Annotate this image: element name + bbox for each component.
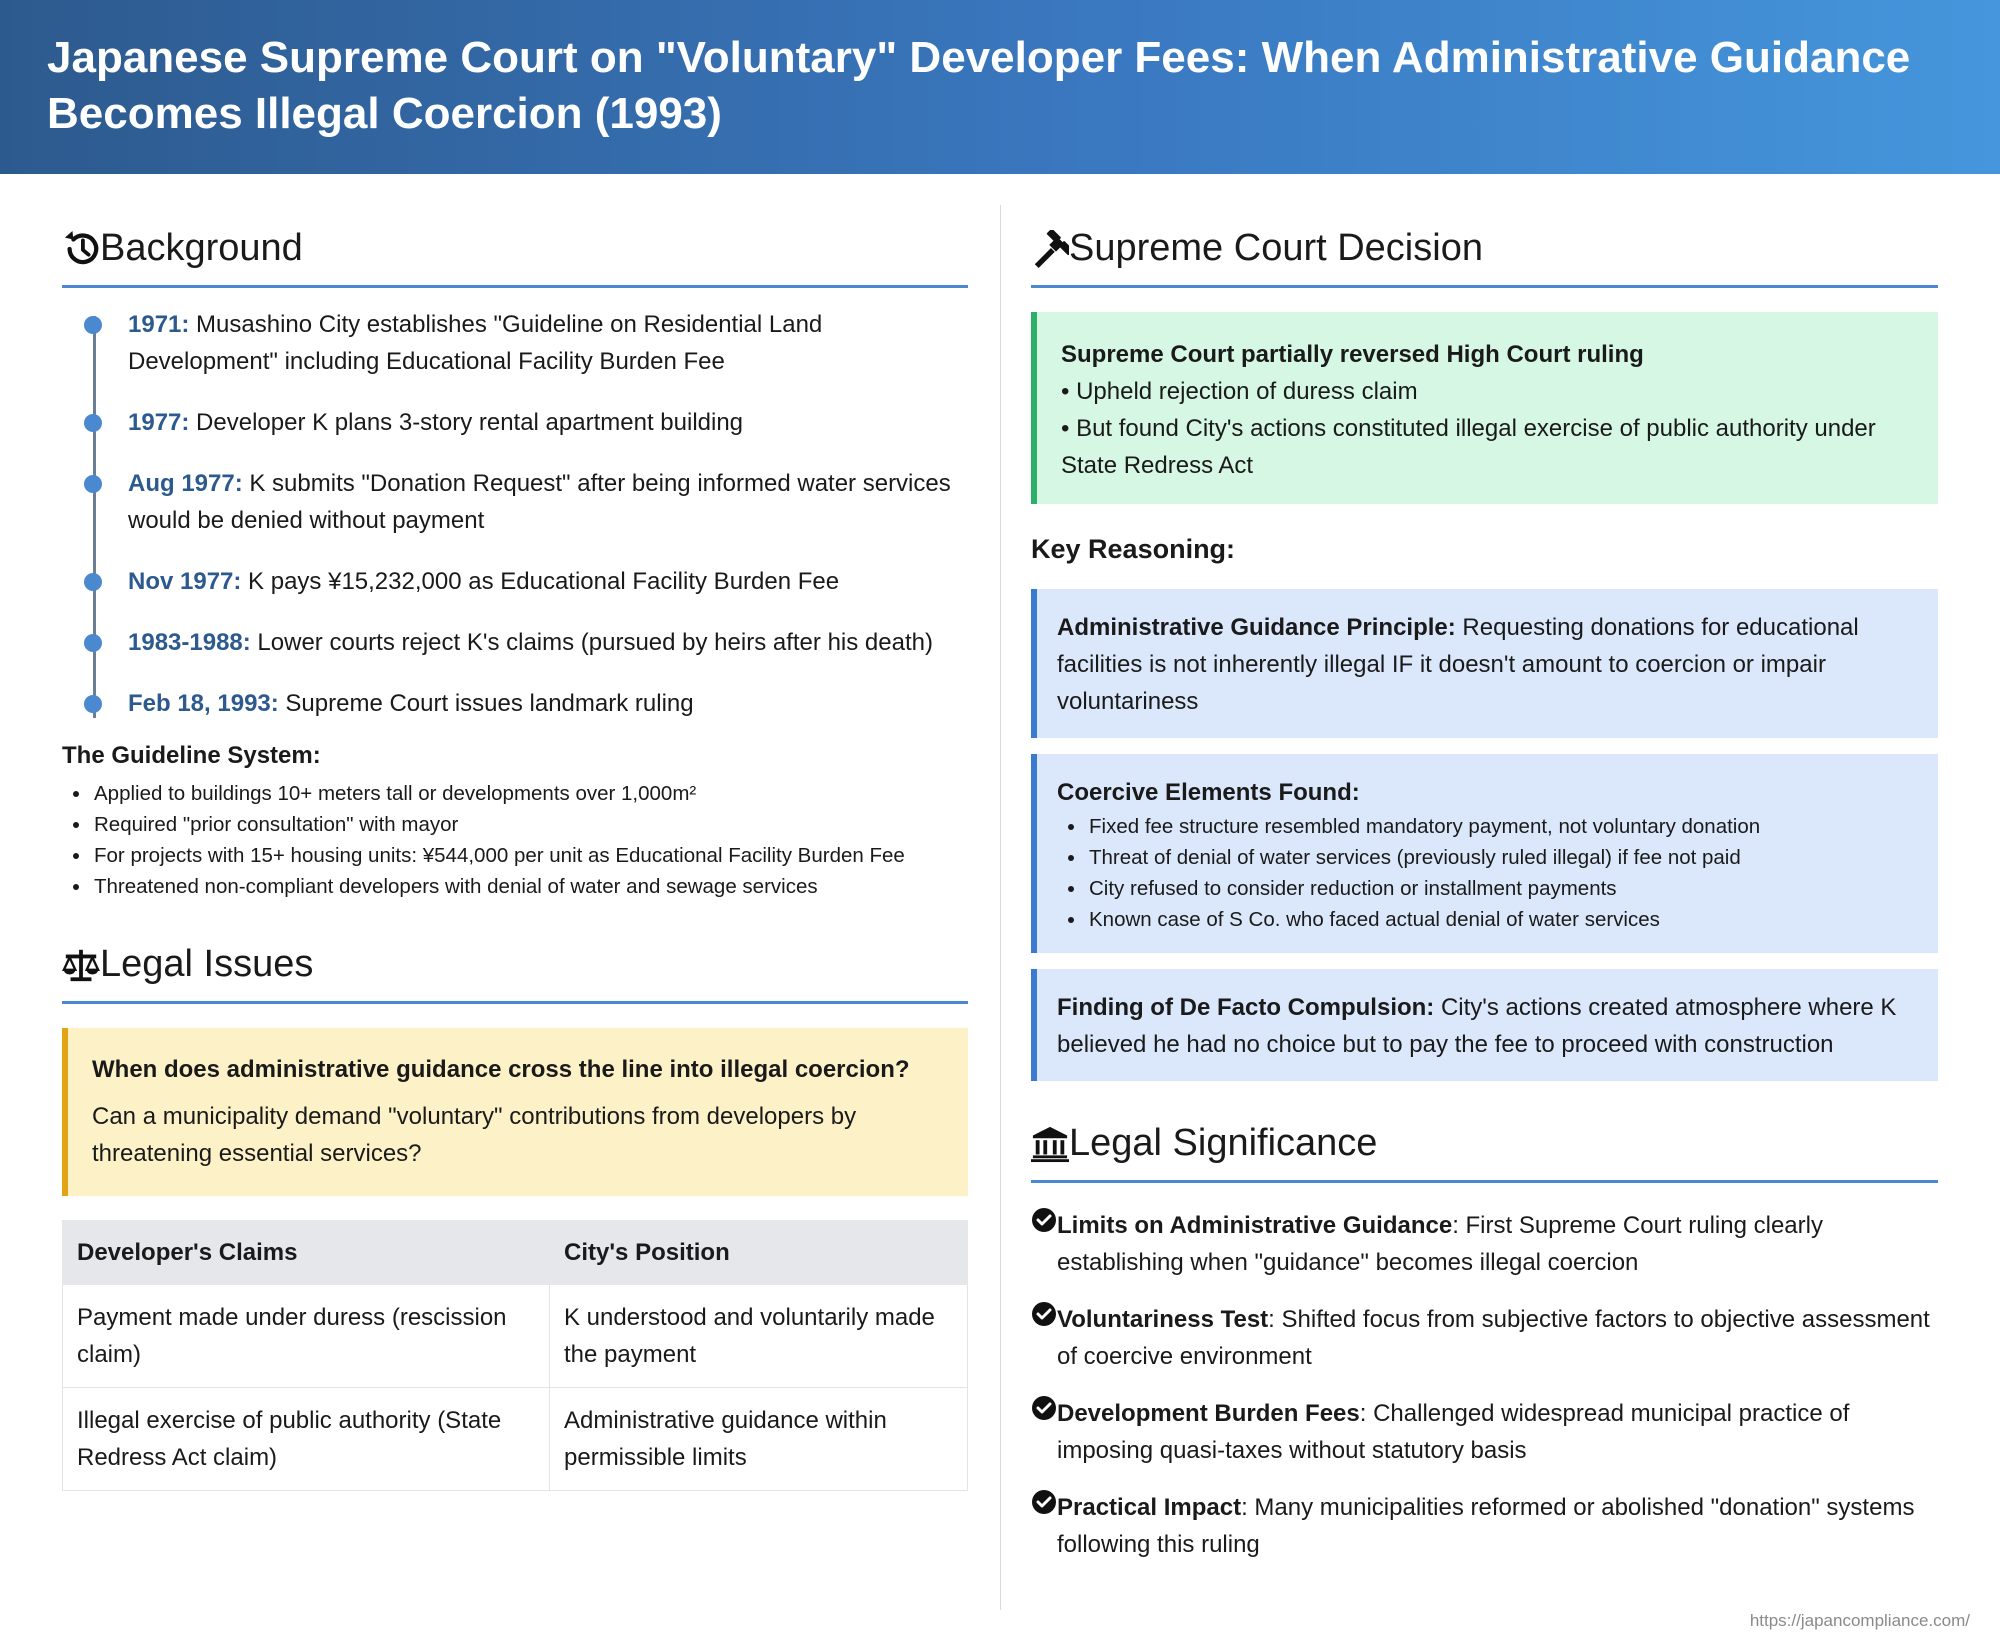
question-detail: Can a municipality demand "voluntary" contributions from developers by threatening essential services? (92, 1103, 857, 1167)
timeline-dot (84, 695, 102, 713)
timeline-item (128, 404, 968, 441)
timeline-date: 1971: (128, 311, 190, 338)
timeline-text: Lower courts reject K's claims (pursued by heirs after his death) (250, 629, 933, 656)
significance-list (1031, 1207, 1938, 1563)
table-cell: Illegal exercise of public authority (State Redress Act claim) (63, 1388, 550, 1491)
check-circle-icon (1031, 1489, 1057, 1515)
legal-issues-title: Legal Issues (100, 943, 314, 985)
timeline-dot (84, 475, 102, 493)
significance-label: Development Burden Fees (1057, 1400, 1360, 1427)
guideline-heading: The Guideline System: (62, 742, 321, 769)
decision-summary (1031, 312, 1938, 504)
timeline-item (128, 306, 968, 380)
timeline-text: Developer K plans 3-story rental apartment building (189, 409, 744, 436)
decision-section-title (1031, 220, 1938, 288)
significance-item (1031, 1395, 1938, 1469)
courthouse-icon (1031, 1125, 1069, 1163)
reasoning-principle (1031, 589, 1938, 738)
timeline-item (128, 624, 968, 661)
significance-text: : Many municipalities reformed or abolished "donation" systems following this ruling (1057, 1494, 1915, 1558)
left-column (62, 220, 968, 1491)
reasoning-compulsion (1031, 969, 1938, 1081)
table-header: City's Position (550, 1221, 968, 1285)
table-row (63, 1388, 968, 1491)
table-row (63, 1285, 968, 1388)
list-item: Threat of denial of water services (previously ruled illegal) if fee not paid (1057, 842, 1918, 873)
timeline-dot (84, 316, 102, 334)
footer-url[interactable]: https://japancompliance.com/ (1749, 1611, 1970, 1630)
timeline-text: Supreme Court issues landmark ruling (278, 690, 694, 717)
significance-text: : Challenged widespread municipal practice of imposing quasi-taxes without statutory basis (1057, 1400, 1850, 1464)
list-item: Known case of S Co. who faced actual denial of water services (1057, 904, 1918, 935)
significance-item (1031, 1207, 1938, 1281)
legal-issues-section-title (62, 936, 968, 1004)
timeline-dot (84, 634, 102, 652)
check-circle-icon (1031, 1207, 1057, 1233)
significance-item (1031, 1301, 1938, 1375)
column-divider (1000, 205, 1001, 1610)
page-title: Japanese Supreme Court on "Voluntary" Developer Fees: When Administrative Guidance Becomes Illegal Coercion (1993) (47, 33, 1911, 138)
page-header (0, 0, 2000, 174)
timeline-line (93, 316, 96, 718)
principle-text: Requesting donations for educational facilities is not inherently illegal IF it doesn't amount to coercion or impair voluntariness (1057, 614, 1859, 715)
right-column (1031, 220, 1938, 1583)
decision-summary-title: Supreme Court partially reversed High Court ruling (1061, 341, 1644, 368)
list-item: Required "prior consultation" with mayor (62, 809, 968, 840)
coercive-heading: Coercive Elements Found: (1057, 779, 1360, 806)
timeline-text: K submits "Donation Request" after being informed water services would be denied without payment (128, 470, 951, 534)
table-header-row (63, 1221, 968, 1285)
timeline-date: Feb 18, 1993: (128, 690, 279, 717)
list-item: City refused to consider reduction or installment payments (1057, 873, 1918, 904)
question-callout (62, 1028, 968, 1196)
timeline-text: K pays ¥15,232,000 as Educational Facility Burden Fee (241, 568, 840, 595)
principle-label: Administrative Guidance Principle: (1057, 614, 1456, 641)
significance-label: Practical Impact (1057, 1494, 1242, 1521)
significance-label: Limits on Administrative Guidance (1057, 1212, 1453, 1239)
timeline-item (128, 685, 968, 722)
timeline-date: 1983-1988: (128, 629, 251, 656)
history-icon (62, 230, 100, 268)
scales-icon (62, 946, 100, 984)
timeline-item (128, 465, 968, 539)
significance-item (1031, 1489, 1938, 1563)
check-circle-icon (1031, 1301, 1057, 1327)
timeline-dot (84, 414, 102, 432)
decision-summary-line: • But found City's actions constituted illegal exercise of public authority under State Redress Act (1061, 415, 1876, 479)
table-header: Developer's Claims (63, 1221, 550, 1285)
timeline-dot (84, 573, 102, 591)
guideline-list (62, 778, 968, 902)
significance-section-title (1031, 1115, 1938, 1183)
list-item: Threatened non-compliant developers with denial of water and sewage services (62, 871, 968, 902)
timeline-date: Nov 1977: (128, 568, 242, 595)
question-text: When does administrative guidance cross the line into illegal coercion? (92, 1056, 910, 1083)
compulsion-text: City's actions created atmosphere where K believed he had no choice but to pay the fee to proceed with construction (1057, 994, 1897, 1058)
list-item: For projects with 15+ housing units: ¥544,000 per unit as Educational Facility Burden Fee (62, 840, 968, 871)
background-section-title (62, 220, 968, 288)
significance-label: Voluntariness Test (1057, 1306, 1269, 1333)
timeline-date: 1977: (128, 409, 190, 436)
key-reasoning-heading: Key Reasoning: (1031, 534, 1236, 564)
table-cell: Administrative guidance within permissible limits (550, 1388, 968, 1491)
check-circle-icon (1031, 1395, 1057, 1421)
significance-title: Legal Significance (1069, 1122, 1378, 1164)
background-title: Background (100, 227, 303, 269)
decision-summary-line: • Upheld rejection of duress claim (1061, 378, 1418, 405)
timeline (62, 306, 968, 722)
timeline-text: Musashino City establishes "Guideline on Residential Land Development" including Educational Facility Burden Fee (128, 311, 823, 375)
claims-table (62, 1220, 968, 1491)
reasoning-coercive-elements (1031, 754, 1938, 953)
timeline-date: Aug 1977: (128, 470, 243, 497)
timeline-item (128, 563, 968, 600)
compulsion-label: Finding of De Facto Compulsion: (1057, 994, 1435, 1021)
coercive-list (1057, 811, 1918, 935)
list-item: Fixed fee structure resembled mandatory payment, not voluntary donation (1057, 811, 1918, 842)
significance-text: : First Supreme Court ruling clearly establishing when "guidance" becomes illegal coercion (1057, 1212, 1823, 1276)
decision-title: Supreme Court Decision (1069, 227, 1483, 269)
list-item: Applied to buildings 10+ meters tall or developments over 1,000m² (62, 778, 968, 809)
significance-text: : Shifted focus from subjective factors to objective assessment of coercive environment (1057, 1306, 1930, 1370)
table-cell: Payment made under duress (rescission claim) (63, 1285, 550, 1388)
gavel-icon (1031, 230, 1069, 268)
table-cell: K understood and voluntarily made the payment (550, 1285, 968, 1388)
